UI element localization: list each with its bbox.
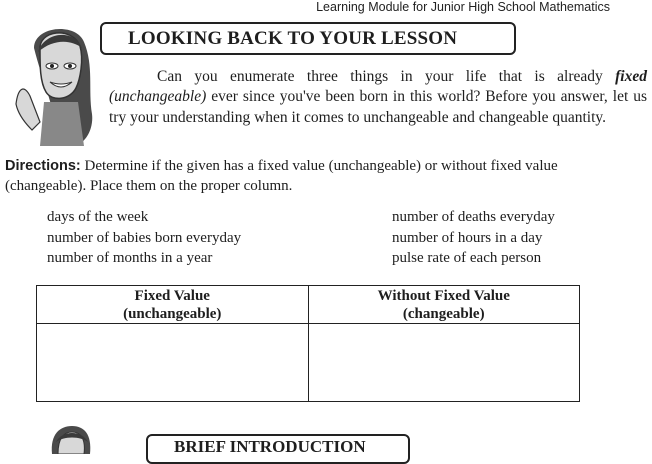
- intro-text-3: ever since you've been born in this world? Before you answer, let us try your understanding when it comes to unchangeable and changeable quantity.: [109, 88, 647, 126]
- intro-text-1: Can you enumerate three things in your life that is already: [157, 68, 616, 85]
- next-section-title: BRIEF INTRODUCTION: [146, 434, 410, 464]
- module-header: Learning Module for Junior High School Mathematics: [316, 0, 610, 14]
- fixed-value-header: [37, 286, 309, 324]
- fixed-value-header-line2: (unchangeable): [123, 305, 222, 322]
- intro-unchangeable-word: (unchangeable): [109, 88, 207, 106]
- directions-paragraph: [5, 156, 605, 196]
- list-item: days of the week: [47, 209, 149, 225]
- intro-paragraph: [109, 67, 647, 128]
- items-list-left: [47, 207, 241, 269]
- without-fixed-value-answer-cell[interactable]: [308, 324, 580, 402]
- table-header-row: [37, 286, 580, 324]
- directions-label: Directions:: [5, 158, 81, 174]
- list-item: number of hours in a day: [392, 229, 543, 246]
- list-item: number of months in a year: [47, 250, 213, 266]
- directions-text: Determine if the given has a fixed value (unchangeable) or without fixed value (changeable). Place them on the proper column.: [5, 158, 558, 194]
- lesson-section-title: LOOKING BACK TO YOUR LESSON: [100, 22, 516, 55]
- without-fixed-value-header-line2: (changeable): [402, 305, 485, 322]
- answer-table: [36, 285, 580, 402]
- teacher-avatar-small-icon: [46, 424, 94, 454]
- table-answer-row: [37, 324, 580, 402]
- teacher-avatar-icon: [14, 18, 104, 148]
- without-fixed-value-header-line1: Without Fixed Value: [377, 287, 510, 304]
- fixed-value-header-line1: Fixed Value: [134, 287, 210, 304]
- list-item: number of babies born everyday: [47, 229, 242, 246]
- without-fixed-value-header: [308, 286, 580, 324]
- fixed-value-answer-cell[interactable]: [37, 324, 309, 402]
- intro-fixed-word: fixed: [615, 68, 647, 85]
- list-item: pulse rate of each person: [392, 250, 542, 266]
- list-item: number of deaths everyday: [392, 209, 555, 225]
- items-list-right: [392, 207, 555, 269]
